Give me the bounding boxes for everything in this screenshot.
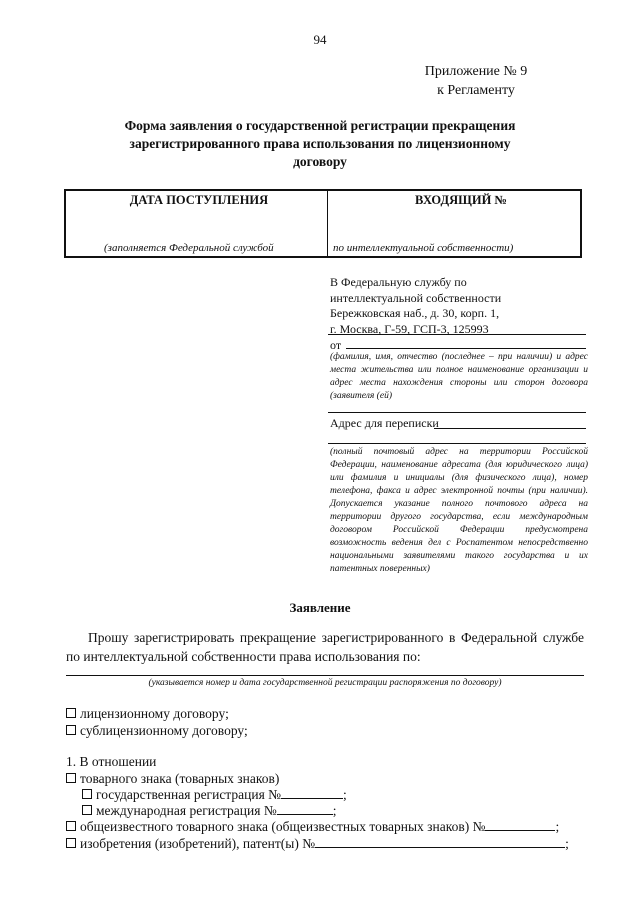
intl-reg-semicolon: ; (332, 803, 337, 818)
option-invention[interactable] (66, 835, 569, 853)
recipient-line-1: В Федеральную службу по (330, 275, 467, 289)
table-note-left: (заполняется Федеральной службой (104, 242, 274, 254)
applicant-extra-line[interactable] (328, 412, 586, 413)
invention-checkbox[interactable] (66, 838, 76, 848)
address-field[interactable] (434, 428, 586, 429)
from-note: (фамилия, имя, отчество (последнее – при наличии) и адрес места жительства или полное наименование организации и адрес места нахождения стороны или сторон договора (заявителя (ей) (330, 352, 588, 401)
title-line-3: договору (293, 154, 347, 169)
title-line-2: зарегистрированного права использования по лицензионному (129, 136, 511, 151)
invention-field[interactable] (315, 835, 565, 848)
section1-heading: 1. В отношении (66, 754, 157, 769)
wellknown-semicolon: ; (555, 819, 560, 834)
sublicense-checkbox[interactable] (66, 725, 76, 735)
national-reg-label: государственная регистрация № (96, 787, 282, 802)
statement-text: Прошу зарегистрировать прекращение зарегистрированного в Федеральной службе по интеллектуальной собственности права использования по: (66, 630, 584, 664)
from-label: от (330, 338, 342, 352)
address-field-2[interactable] (328, 443, 586, 444)
registration-note: (указывается номер и дата государственной регистрации распоряжения по договору) (148, 678, 502, 688)
recipient-underline (328, 334, 586, 335)
trademark-label: товарного знака (товарных знаков) (80, 771, 280, 786)
license-label: лицензионному договору; (80, 706, 229, 721)
wellknown-label: общеизвестного товарного знака (общеизвестных товарных знаков) № (80, 819, 486, 834)
option-sublicense[interactable] (66, 722, 248, 740)
wellknown-field[interactable] (485, 818, 555, 831)
table-divider (327, 191, 328, 256)
receipt-date-header: ДАТА ПОСТУПЛЕНИЯ (129, 193, 269, 207)
intl-reg-label: международная регистрация № (96, 803, 277, 818)
trademark-checkbox[interactable] (66, 773, 76, 783)
recipient-line-3: Бережковская наб., д. 30, корп. 1, (330, 306, 500, 320)
registration-field[interactable] (66, 675, 584, 676)
title-line-1: Форма заявления о государственной регистрации прекращения (124, 118, 516, 133)
form-title (80, 117, 560, 171)
wellknown-checkbox[interactable] (66, 821, 76, 831)
recipient-block (330, 275, 590, 337)
appendix-line-2: к Регламенту (437, 83, 515, 98)
option-wellknown[interactable] (66, 818, 559, 836)
from-field[interactable] (346, 348, 586, 349)
address-label: Адрес для переписки (330, 416, 439, 430)
appendix-line-1: Приложение № 9 (424, 64, 528, 79)
intl-reg-field[interactable] (277, 802, 333, 815)
sublicense-label: сублицензионному договору; (80, 723, 248, 738)
national-reg-field[interactable] (281, 786, 343, 799)
intl-reg-checkbox[interactable] (82, 805, 92, 815)
appendix-label (396, 62, 556, 100)
page-number: 94 (313, 32, 327, 47)
license-checkbox[interactable] (66, 708, 76, 718)
incoming-number-header: ВХОДЯЩИЙ № (414, 193, 507, 207)
national-reg-checkbox[interactable] (82, 789, 92, 799)
option-license[interactable] (66, 705, 229, 723)
table-note-right: по интеллектуальной собственности) (333, 242, 514, 254)
address-note: (полный почтовый адрес на территории Российской Федерации, наименование адресата (для юридического лица) или фамилия и инициалы (для физического лица), номер телефона, факса и адрес электронной почты (при наличии). Допускается указание полного почтового адреса на территории другого государства, если международным договором Российской Федерации предусмотрена возможность ведения дел с Роспатентом непосредственно национальными заявителями такого государства и их патентных поверенных) (330, 447, 588, 574)
national-reg-semicolon: ; (343, 787, 347, 802)
recipient-line-4: г. Москва, Г-59, ГСП-3, 125993 (330, 321, 489, 336)
invention-label: изобретения (изобретений), патент(ы) № (80, 836, 316, 851)
invention-semicolon: ; (565, 836, 569, 851)
recipient-line-2: интеллектуальной собственности (330, 290, 502, 305)
statement-title: Заявление (289, 600, 351, 615)
